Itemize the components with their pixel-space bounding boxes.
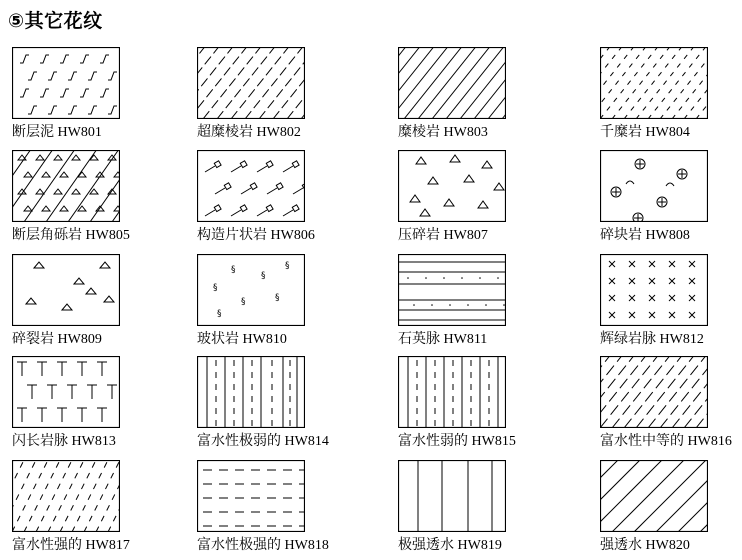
pattern-code: HW801	[54, 125, 102, 140]
cataclastic-rock-swatch	[12, 254, 120, 326]
pattern-label	[600, 224, 690, 244]
pattern-item	[12, 356, 152, 456]
pattern-item	[197, 150, 337, 250]
pattern-label	[398, 224, 488, 244]
pattern-code: HW820	[642, 538, 690, 553]
svg-text:§: §	[285, 261, 290, 271]
fragmented-rock-swatch	[600, 150, 708, 222]
svg-text:§: §	[213, 283, 218, 293]
ultramylonite-swatch	[197, 47, 305, 119]
pattern-code: HW804	[642, 125, 690, 140]
pattern-label	[12, 328, 102, 348]
pattern-label	[12, 224, 130, 244]
pattern-item	[197, 47, 337, 147]
water-very-weak-swatch	[197, 356, 305, 428]
quartz-vein-swatch	[398, 254, 506, 326]
pattern-name: 极强透水	[398, 537, 454, 553]
pattern-item	[398, 47, 538, 147]
pattern-label	[398, 121, 488, 141]
pattern-code: HW808	[642, 228, 690, 243]
pattern-label	[398, 534, 502, 554]
pattern-code: HW809	[54, 332, 102, 347]
pattern-code: HW815	[468, 434, 516, 449]
pattern-item	[398, 150, 538, 250]
water-strong-swatch	[12, 460, 120, 532]
pattern-code: HW819	[454, 538, 502, 553]
pattern-item	[12, 47, 152, 147]
pattern-code: HW816	[684, 434, 732, 449]
pattern-name: 断层角砾岩	[12, 227, 82, 243]
svg-text:§: §	[261, 271, 266, 281]
mylonite-swatch	[398, 47, 506, 119]
cataclasite-swatch	[398, 150, 506, 222]
pattern-item	[398, 460, 538, 560]
pattern-label	[197, 121, 301, 141]
pattern-item	[12, 460, 152, 560]
pattern-code: HW807	[440, 228, 488, 243]
pattern-label	[12, 430, 116, 450]
pattern-code: HW805	[82, 228, 130, 243]
pattern-label	[600, 534, 690, 554]
pattern-label	[398, 430, 516, 450]
pattern-item	[12, 150, 152, 250]
pattern-code: HW817	[82, 538, 130, 553]
pattern-name: 千糜岩	[600, 124, 642, 140]
pattern-name: 石英脉	[398, 331, 440, 347]
pattern-item	[600, 150, 740, 250]
pattern-name: 强透水	[600, 537, 642, 553]
pattern-name: 碎块岩	[600, 227, 642, 243]
pattern-name: 超糜棱岩	[197, 124, 253, 140]
pattern-name: 富水性强的	[12, 537, 82, 553]
section-title: ⑤其它花纹	[8, 10, 103, 32]
pattern-name: 碎裂岩	[12, 331, 54, 347]
fault-gouge-swatch	[12, 47, 120, 119]
pattern-label	[600, 121, 690, 141]
diabase-dike-swatch	[600, 254, 708, 326]
pattern-name: 富水性极弱的	[197, 433, 281, 449]
pattern-item	[197, 460, 337, 560]
pattern-name: 富水性中等的	[600, 433, 684, 449]
pattern-item	[600, 254, 740, 354]
pattern-name: 闪长岩脉	[12, 433, 68, 449]
pattern-label	[197, 224, 315, 244]
water-very-strong-swatch	[197, 460, 305, 532]
very-strong-permeable-swatch	[398, 460, 506, 532]
pattern-label	[600, 328, 704, 348]
pattern-code: HW802	[253, 125, 301, 140]
tectonic-schist-swatch	[197, 150, 305, 222]
strong-permeable-swatch	[600, 460, 708, 532]
pattern-name: 压碎岩	[398, 227, 440, 243]
water-weak-swatch	[398, 356, 506, 428]
pattern-label	[12, 534, 130, 554]
pattern-name: 断层泥	[12, 124, 54, 140]
svg-text:§: §	[231, 265, 236, 275]
pattern-item	[398, 254, 538, 354]
pattern-code: HW814	[281, 434, 329, 449]
pattern-item	[12, 254, 152, 354]
pattern-item	[398, 356, 538, 456]
pattern-code: HW813	[68, 434, 116, 449]
pattern-name: 构造片状岩	[197, 227, 267, 243]
pattern-item	[600, 356, 740, 456]
pattern-label	[398, 328, 487, 348]
water-medium-swatch	[600, 356, 708, 428]
pattern-name: 富水性弱的	[398, 433, 468, 449]
pattern-code: HW818	[281, 538, 329, 553]
pattern-name: 富水性极强的	[197, 537, 281, 553]
pattern-code: HW806	[267, 228, 315, 243]
pattern-code: HW812	[656, 332, 704, 347]
pattern-item	[600, 47, 740, 147]
pattern-name: 辉绿岩脉	[600, 331, 656, 347]
pattern-label	[12, 121, 102, 141]
pattern-label	[600, 430, 732, 450]
svg-text:§: §	[275, 293, 280, 303]
svg-text:§: §	[217, 309, 222, 319]
pattern-label	[197, 430, 329, 450]
pattern-code: HW811	[440, 332, 488, 347]
phyllonite-swatch	[600, 47, 708, 119]
pattern-item	[197, 254, 337, 354]
pattern-item	[197, 356, 337, 456]
svg-text:§: §	[241, 297, 246, 307]
pattern-code: HW810	[239, 332, 287, 347]
pattern-name: 糜棱岩	[398, 124, 440, 140]
fault-breccia-swatch	[12, 150, 120, 222]
glassy-rock-swatch	[197, 254, 305, 326]
pattern-label	[197, 328, 287, 348]
pattern-name: 玻状岩	[197, 331, 239, 347]
pattern-label	[197, 534, 329, 554]
pattern-item	[600, 460, 740, 560]
pattern-code: HW803	[440, 125, 488, 140]
diorite-dike-swatch	[12, 356, 120, 428]
